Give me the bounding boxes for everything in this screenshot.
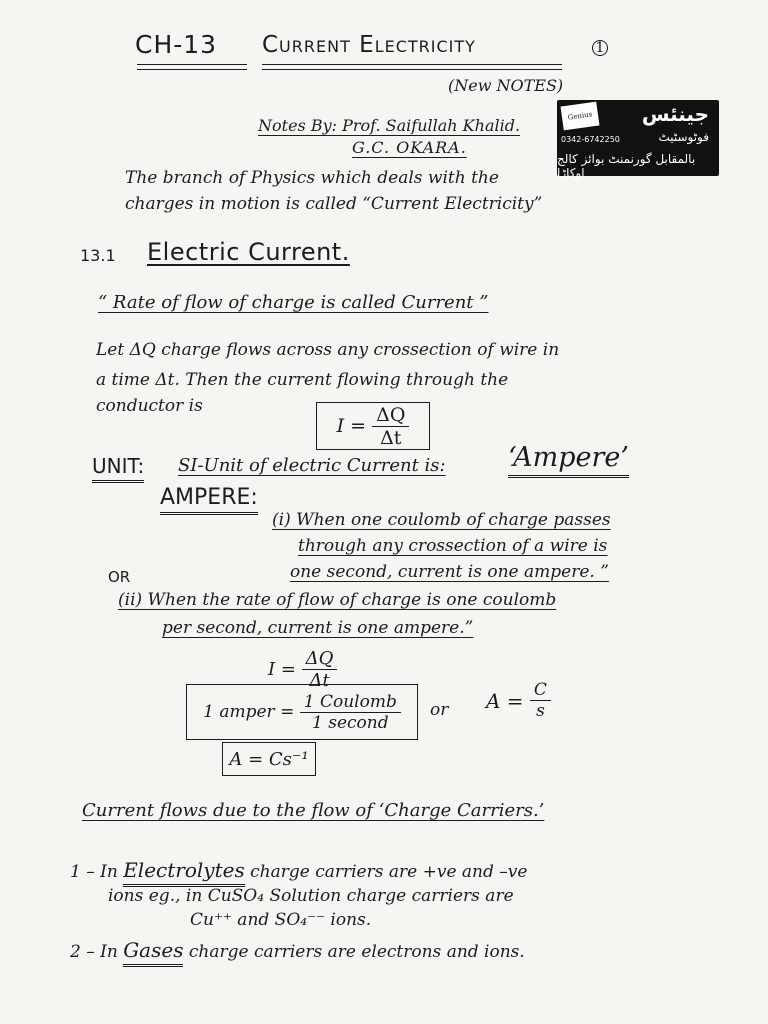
stamp-phone: 0342-6742250 (561, 135, 620, 144)
title-underline-1 (137, 64, 247, 65)
equation-3 (486, 680, 551, 721)
item2-prefix: 2 – In (70, 942, 118, 962)
item2-key: Gases (123, 938, 183, 967)
eq1-denominator: Δt (309, 670, 330, 691)
ampere-def-i-1: (i) When one coulomb of charge passes (272, 510, 611, 530)
section-number: 13.1 (80, 246, 116, 265)
eq2-or: or (430, 700, 449, 720)
unit-label: UNIT: (92, 454, 144, 483)
title-underline-4 (262, 69, 562, 70)
current-formula-box (316, 402, 430, 450)
eq2-denominator: 1 second (312, 712, 389, 733)
chapter-label: CH-13 (135, 30, 218, 59)
ampere-def-i-2: through any crossection of a wire is (298, 536, 608, 556)
eq3-numerator: C (530, 680, 551, 701)
eq3-fraction (530, 680, 551, 721)
page-number: 1 (592, 40, 608, 56)
intro-line-1: The branch of Physics which deals with the (125, 168, 499, 188)
photostat-stamp (557, 100, 719, 180)
page-title: Current Electricity (262, 32, 476, 58)
intro-line-2: charges in motion is called “Current Electricity” (125, 194, 543, 214)
ampere-formula-box (186, 684, 418, 740)
title-underline-3 (262, 64, 562, 65)
formula-lhs: I = (336, 415, 367, 437)
derivation-line-2: a time Δt. Then the current flowing through the (96, 370, 509, 390)
charge-carriers-heading: Current flows due to the flow of ‘Charge Carriers.’ (82, 800, 545, 821)
list-item-2 (70, 938, 525, 962)
stamp-line3: بالمقابل گورنمنٹ بوائز کالج اوکاڑا (557, 152, 696, 180)
ampere-def-ii-1: (ii) When the rate of flow of charge is one coulomb (118, 590, 557, 610)
formula-fraction (372, 404, 409, 449)
item1-prefix: 1 – In (70, 862, 118, 882)
current-definition: “ Rate of flow of charge is called Current ” (98, 292, 489, 313)
eq2-lhs: 1 amper = (203, 702, 295, 722)
stamp-logo: Genius (561, 102, 600, 131)
author-line: Notes By: Prof. Saifullah Khalid. (258, 116, 521, 135)
new-notes-label: (New NOTES) (448, 76, 564, 95)
unit-value: ‘Ampere’ (508, 442, 629, 478)
section-title: Electric Current. (147, 238, 350, 266)
list-item-1-line-3: Cu⁺⁺ and SO₄⁻⁻ ions. (190, 910, 372, 930)
item1-rest: charge carriers are +ve and –ve (250, 862, 528, 882)
stamp-line2: فوٹوسٹیٹ (658, 130, 709, 144)
ampere-heading: AMPERE: (160, 485, 258, 515)
formula-denominator: Δt (380, 426, 402, 449)
item1-key: Electrolytes (123, 858, 245, 887)
college-line: G.C. OKARA. (352, 138, 467, 157)
eq3-lhs: A = (486, 688, 524, 713)
derivation-line-3: conductor is (96, 396, 203, 416)
or-label: OR (108, 568, 131, 586)
list-item-1-line-2: ions eg., in CuSO₄ Solution charge carriers are (108, 886, 514, 906)
eq3-denominator: s (536, 701, 545, 721)
ampere-def-ii-2: per second, current is one ampere.” (162, 618, 474, 638)
eq2-numerator: 1 Coulomb (300, 692, 401, 713)
formula-numerator: ΔQ (372, 404, 409, 427)
ampere-def-i-3: one second, current is one ampere. ” (290, 562, 609, 582)
eq2-fraction (300, 692, 401, 733)
eq1-lhs: I = (268, 659, 296, 680)
unit-text: SI-Unit of electric Current is: (178, 455, 446, 476)
title-underline-2 (137, 69, 247, 70)
derivation-line-1: Let ΔQ charge flows across any crossection of wire in (96, 340, 560, 360)
ampere-si-box: A = Cs⁻¹ (222, 742, 316, 776)
stamp-shop-name: جینئس (641, 102, 709, 126)
list-item-1 (70, 858, 527, 882)
item2-rest: charge carriers are electrons and ions. (188, 942, 525, 962)
eq1-numerator: ΔQ (302, 648, 338, 670)
